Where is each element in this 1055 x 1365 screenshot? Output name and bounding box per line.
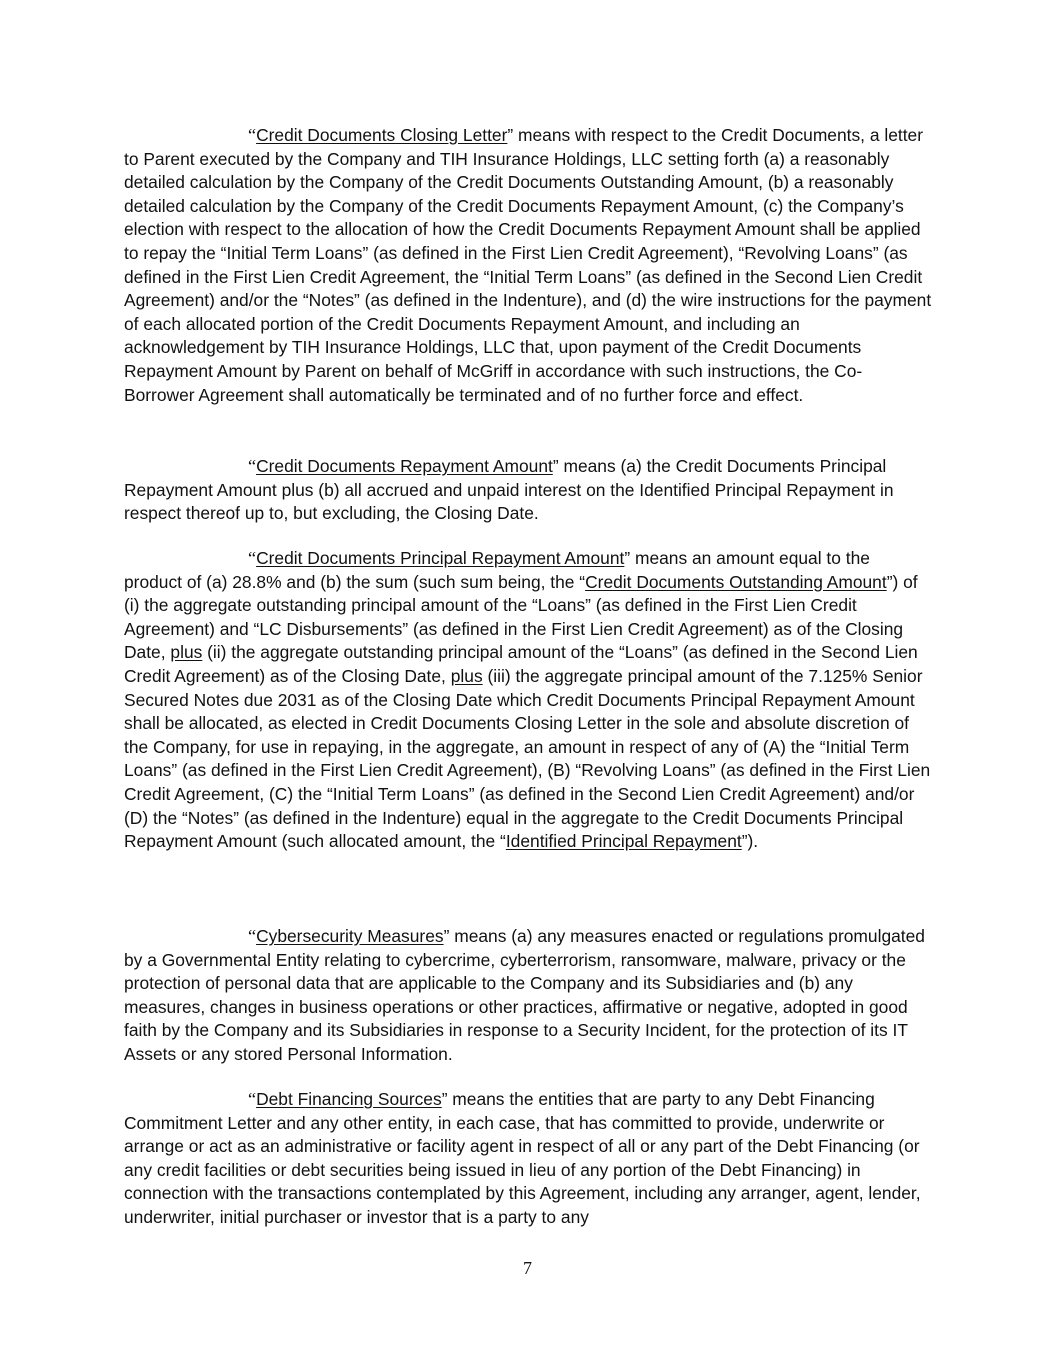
- definition-text: ”) of (i) the aggregate outstanding principal amount of the “Loans” (as defined in the First Lien Credit Agreement) and “LC Disbursements” (as defined in the First Lien Credit Agreement) as of the Closing Date,: [124, 571, 918, 663]
- definition-text: ” means with respect to the Credit Documents, a letter to Parent executed by the Company and TIH Insurance Holdings, LLC setting forth (a) a reasonably detailed calculation by the Company of the Credit Documents Outstanding Amount, (b) a reasonably detailed calculation by the Company of the Credit Documents Repayment Amount, (c) the Company’s election with respect to the allocation of how the Credit Documents Repayment Amount shall be applied to repay the “Initial Term Loans” (as defined in the First Lien Credit Agreement), “Revolving Loans” (as defined in the First Lien Credit Agreement, the “Initial Term Loans” (as defined in the Second Lien Credit Agreement) and/or the “Notes” (as defined in the Indenture), and (d) the wire instructions for the payment of each allocated portion of the Credit Documents Repayment Amount, and including an acknowledgement by TIH Insurance Holdings, LLC that, upon payment of the Credit Documents Repayment Amount by Parent on behalf of McGriff in accordance with such instructions, the Co-Borrower Agreement shall automatically be terminated and of no further force and effect.: [124, 125, 932, 405]
- defined-term-outstanding-amount: Credit Documents Outstanding Amount: [585, 571, 887, 592]
- defined-term: Debt Financing Sources: [256, 1089, 442, 1109]
- definition-text: ” means (a) the Credit Documents Principal Repayment Amount plus (b) all accrued and unpaid interest on the Identified Principal Repayment in respect thereof up to, but excluding, the Closing Date.: [124, 456, 894, 524]
- definition-text: ”).: [741, 831, 759, 852]
- definition-text: (iii) the aggregate principal amount of the 7.125% Senior Secured Notes due 2031 as of the Closing Date which Credit Documents Principal Repayment Amount shall be allocated, as elected in Credit Documents Closing Letter in the sole and absolute discretion of the Company, for use in repaying, in the aggregate, an amount in respect of any of (A) the “Initial Term Loans” (as defined in the First Lien Credit Agreement), (B) “Revolving Loans” (as defined in the First Lien Credit Agreement, (C) the “Initial Term Loans” (as defined in the Second Lien Credit Agreement) and/or (D) the “Notes” (as defined in the Indenture) equal in the aggregate to the Credit Documents Principal Repayment Amount (such allocated amount, the “: [124, 665, 931, 852]
- plus-term: plus: [450, 665, 483, 686]
- open-quote: “: [248, 1089, 257, 1109]
- open-quote: “: [248, 926, 257, 946]
- definition-debt-financing-sources: [124, 1088, 932, 1230]
- defined-term: Credit Documents Repayment Amount: [256, 456, 553, 476]
- defined-term: Credit Documents Principal Repayment Amount: [256, 548, 625, 568]
- open-quote: “: [248, 125, 257, 145]
- defined-term: Cybersecurity Measures: [256, 926, 444, 946]
- definition-cybersecurity-measures: [124, 925, 932, 1067]
- defined-term: Credit Documents Closing Letter: [256, 125, 508, 145]
- defined-term-identified-principal-repayment: Identified Principal Repayment: [505, 831, 742, 852]
- definition-text: ” means (a) any measures enacted or regulations promulgated by a Governmental Entity relating to cybercrime, cyberterrorism, ransomware, malware, privacy or the protection of personal data that are applicable to the Company and its Subsidiaries and (b) any measures, changes in business operations or other practices, affirmative or negative, adopted in good faith by the Company and its Subsidiaries in response to a Security Incident, for the protection of its IT Assets or any stored Personal Information.: [124, 926, 925, 1064]
- definition-text: ” means the entities that are party to any Debt Financing Commitment Letter and any other entity, in each case, that has committed to provide, underwrite or arrange or act as an administrative or facility agent in respect of all or any part of the Debt Financing (or any credit facilities or debt securities being issued in lieu of any portion of the Debt Financing) in connection with the transactions contemplated by this Agreement, including any arranger, agent, lender, underwriter, initial purchaser or investor that is a party to any: [124, 1089, 921, 1227]
- definition-credit-documents-principal-repayment-amount: [124, 547, 932, 854]
- definition-text: (ii) the aggregate outstanding principal amount of the “Loans” (as defined in the Second Lien Credit Agreement) as of the Closing Date,: [124, 642, 918, 686]
- open-quote: “: [248, 456, 257, 476]
- definition-credit-documents-repayment-amount: [124, 455, 932, 526]
- definition-text: ” means an amount equal to the product of (a) 28.8% and (b) the sum (such sum being, the “: [124, 548, 870, 592]
- page-number: 7: [523, 1258, 532, 1278]
- plus-term: plus: [170, 642, 203, 663]
- definition-credit-documents-closing-letter: [124, 124, 932, 407]
- open-quote: “: [248, 548, 257, 568]
